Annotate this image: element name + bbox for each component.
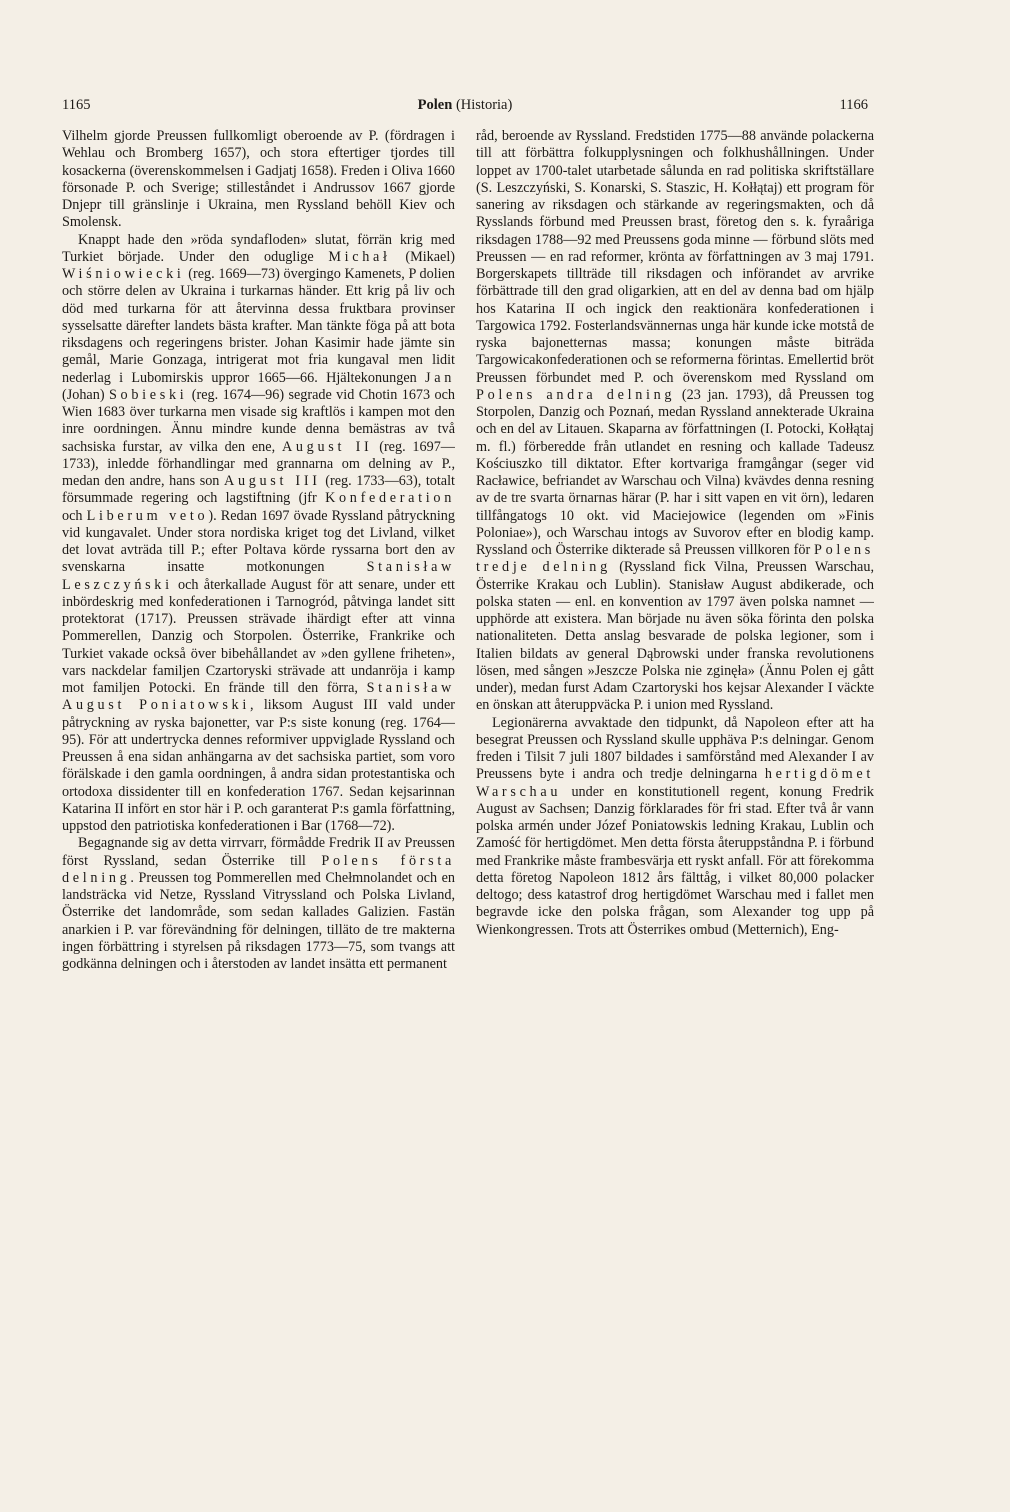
paragraph xyxy=(476,715,874,939)
spaced-term: August II xyxy=(281,438,373,455)
spaced-term: Michał xyxy=(328,248,391,265)
spaced-term: Polens tredje delning xyxy=(476,542,874,576)
text-run: råd, beroende av Ryssland. Fredstiden 1775—88 använde polackerna till att förbättra folkupplysningen och folkhushållningen. Under loppet av 1700-talet utarbetade sålunda en rad politiska skriftställare (S. Leszczyński, S. Konarski, S. Staszic, H. Kołłątaj) ett program för sanering av riksdagen och stärkande av regeringsmakten, och då Rysslands förbund med Preussen brast, företog den s. k. fyraåriga riksdagen 1788—92 med Preussens goda minne — förbund slöts med Preussen — en rad reformer, krönta av författningen av 3 maj 1791. Borgerskapets tillträde till riksdagen och införandet av arvrike förbättrade till den grad oligarkien, att en del av denna bad om hjälp hos Katarina II och ingick den reaktionära konfederationen i Targowica 1792. Fosterlandsvännernas unga här kunde icke motstå de ryska bajonetternas massa; konungen måste biträda Targowicakonfederationen och se reformerna förintas. Emellertid bröt Preussen förbundet med P. och överenskom med Ryssland om xyxy=(476,128,874,386)
spaced-term: Konfederation xyxy=(325,490,455,507)
text-run: (Ryssland fick Vilna, Preussen Warschau, Österrike Krakau och Lublin). Stanisław August abdikerade, och polska staten — enl. en konvention av 1797 även polska namnet — upphörde att existera. Man började nu även söka förinta den polska nationaliteten. Detta anslag besvarade de polska legioner, som i Italien bildats av general Dąbrowski under franska revolutionens lösen, med sången »Jeszcze Polska nie zginęła» (Ännu Polen ej gått under), medan furst Adam Czartoryski hos kejsar Alexander I väckte en önskan att återuppväcka P. i union med Ryssland. xyxy=(476,559,874,714)
spaced-term: August III xyxy=(224,473,321,489)
spaced-term: Jan xyxy=(425,369,455,386)
text-run: (23 jan. 1793), då Preussen tog Storpolen, Danzig och Poznań, medan Ryssland annekterade Ukraina och en del av Litauen. Skaparna av författningen (I. Potocki, Kołłątaj m. fl.) förberedde från utlandet en resning och kallade Tadeusz Kościuszko till diktator. Efter kortvariga framgångar (seger vid Racławice, befriandet av Warschau och Vilna) kvävdes denna resning av de tre svarta örnarnas härar (P. har i sitt vapen en vit örn), ledaren tillfångatogs 10 okt. vid Maciejowice (legenden om »Finis Poloniae»), och Warschau intogs av Suvorov efter en blodig kamp. Ryssland och Österrike dikterade så Preussen villkoren för xyxy=(476,386,874,558)
text-run: (Johan) xyxy=(62,386,109,403)
page-number-right: 1166 xyxy=(839,97,868,113)
text-run: (reg. 1733—63), totalt försummade regering och lagstiftning (jfr xyxy=(62,473,455,507)
text-run: Knappt hade den »röda syndafloden» slutat, förrän krig med Turkiet började. Under den oduglige xyxy=(62,231,455,265)
spaced-term: Stanisław Leszczyński xyxy=(62,559,455,593)
spaced-term: Wiśniowiecki xyxy=(62,266,185,282)
text-run: Vilhelm gjorde Preussen fullkomligt oberoende av P. (fördragen i Wehlau och Bromberg 1657), och stora eftertiger tjordes till kosackerna (överenskommelsen i Gadjatj 1658). Freden i Oliva 1660 försonade P. och Sverige; stilleståndet i Andrussov 1667 gjorde Dnjepr till gränslinje i Ukraina, men Ryssland behöll Kiev och Smolensk. xyxy=(62,128,455,231)
paragraph xyxy=(62,232,455,836)
spaced-term: Sobieski xyxy=(108,386,188,403)
text-run: under en konstitutionell regent, konung Fredrik August av Sachsen; Danzig förklarades för fri stad. Efter två år vann polska armén under Józef Poniatowskis ledning Krakau, Lublin och Zamość för hertigdömet. Men detta första återuppståndna P. i förbund med Frankrike måste frambesvärja ett ryskt anfall. För att förekomma detta företog Napoleon 1812 års fälttåg, i vilket 80,000 polacker deltogo; dess katastrof drog hertigdömet Warschau med i fallet men begravde icke den polska frågan, som Alexander tog upp på Wienkongressen. Trots att Österrikes ombud (Metternich), Eng- xyxy=(476,783,874,938)
paragraph xyxy=(62,128,455,232)
spaced-term: Polens andra delning xyxy=(476,386,676,403)
spaced-term: Stanisław August Poniatowski xyxy=(62,680,455,714)
text-run: Legionärerna avvaktade den tidpunkt, då Napoleon efter att ha besegrat Preussen och Ryssland skulle upphäva P:s delningar. Genom freden i Tilsit 7 juli 1807 bildades i samförstånd med Alexander I av Preussens byte i andra och tredje delningarna xyxy=(476,714,874,783)
text-run: . Preussen tog Pommerellen med Chełmnolandet och en landsträcka vid Netze, Ryssland Vitryssland och Polska Livland, Österrike det landområde, som sedan kallades Galizien. Fastän anarkien i P. var förevändning för delningen, tilläto de tre makterna ingen förbättring i styrelsen på riksdagen 1773—75, som tvangs att godkänna delningen och i återstoden av landet insätta ett permanent xyxy=(62,869,455,972)
right-column xyxy=(476,128,874,1418)
spaced-term: hertigdömet Warschau xyxy=(476,766,874,800)
text-run: (reg. 1669—73) övergingo Kamenets, P dolien och större delen av Ukraina i turkarnas händer. Ett krig på liv och död med turkarna för att återvinna dessa fruktbara provinser sysselsatte därefter landets bästa krafter. Man tänkte föga på att bota riksdagens och regeringens brister. Johan Kasimir hade jämte sin gemål, Marie Gonzaga, intrigerat mot fria kungaval men lidit nederlag i Lubomirskis uppror 1665—66. Hjältekonungen xyxy=(62,266,455,386)
text-run: (reg. 1674—96) segrade vid Chotin 1673 och Wien 1683 över turkarna men visade sig kraftlös i kampen mot den inre oordningen. Ännu mindre kunde denna bemästras av två sachsiska furstar, av vilka den ene, xyxy=(62,386,455,455)
text-run: (reg. 1697—1733), inledde förhandlingar med grannarna om delning av P., medan den andre, hans son xyxy=(62,438,455,489)
text-run: Begagnande sig av detta virrvarr, förmådde Fredrik II av Preussen först Ryssland, sedan Österrike till xyxy=(62,835,455,869)
text-run: och återkallade August för att senare, under ett inbördeskrig med konfederationen i Tarnogród, påtvinga landet sitt protektorat (1717). Preussen strävade ihärdigt efter att vinna Pommerellen, Danzig och Storpolen. Österrike, Frankrike och Turkiet vakade också över bibehållandet av »den gyllene friheten», vars nackdelar familjen Czartoryski strävade att undanröja i kamp mot familjen Potocki. En frände till den förra, xyxy=(62,576,455,696)
page-title xyxy=(62,97,868,114)
paragraph xyxy=(476,128,874,715)
title-rest: (Historia) xyxy=(452,97,513,113)
running-header xyxy=(62,97,868,121)
text-run: (Mikael) xyxy=(390,248,455,265)
paragraph xyxy=(62,835,455,973)
text-run: , liksom August III vald under påtryckning av ryska bajonetter, var P:s siste konung (reg. 1764—95). För att undertrycka dennes reformiver uppviglade Ryssland och Preussen å ena sidan anhängarna av det sachsiska partiet, som voro förälskade i den gamla oordningen, å andra sidan protestantiska och ortodoxa dissidenter till en konfederation 1767. Sedan kejsarinnan Katarina II infört en stor här i P. och garanterat P:s gamla författning, uppstod den patriotiska konfederationen i Bar (1768—72). xyxy=(62,697,455,834)
title-bold: Polen xyxy=(417,97,453,113)
left-column xyxy=(62,128,455,1418)
text-run: ). Redan 1697 övade Ryssland påtryckning vid kungavalet. Under stora nordiska kriget tog det Livland, vilket det lovat avträda till P.; efter Poltava körde ryssarna bort den av svenskarna insatte motkonungen xyxy=(62,507,455,576)
page-number-left: 1165 xyxy=(62,97,91,113)
spaced-term: Polens första delning xyxy=(62,852,455,886)
spaced-term: Liberum veto xyxy=(86,507,209,524)
text-run: och xyxy=(62,507,87,524)
